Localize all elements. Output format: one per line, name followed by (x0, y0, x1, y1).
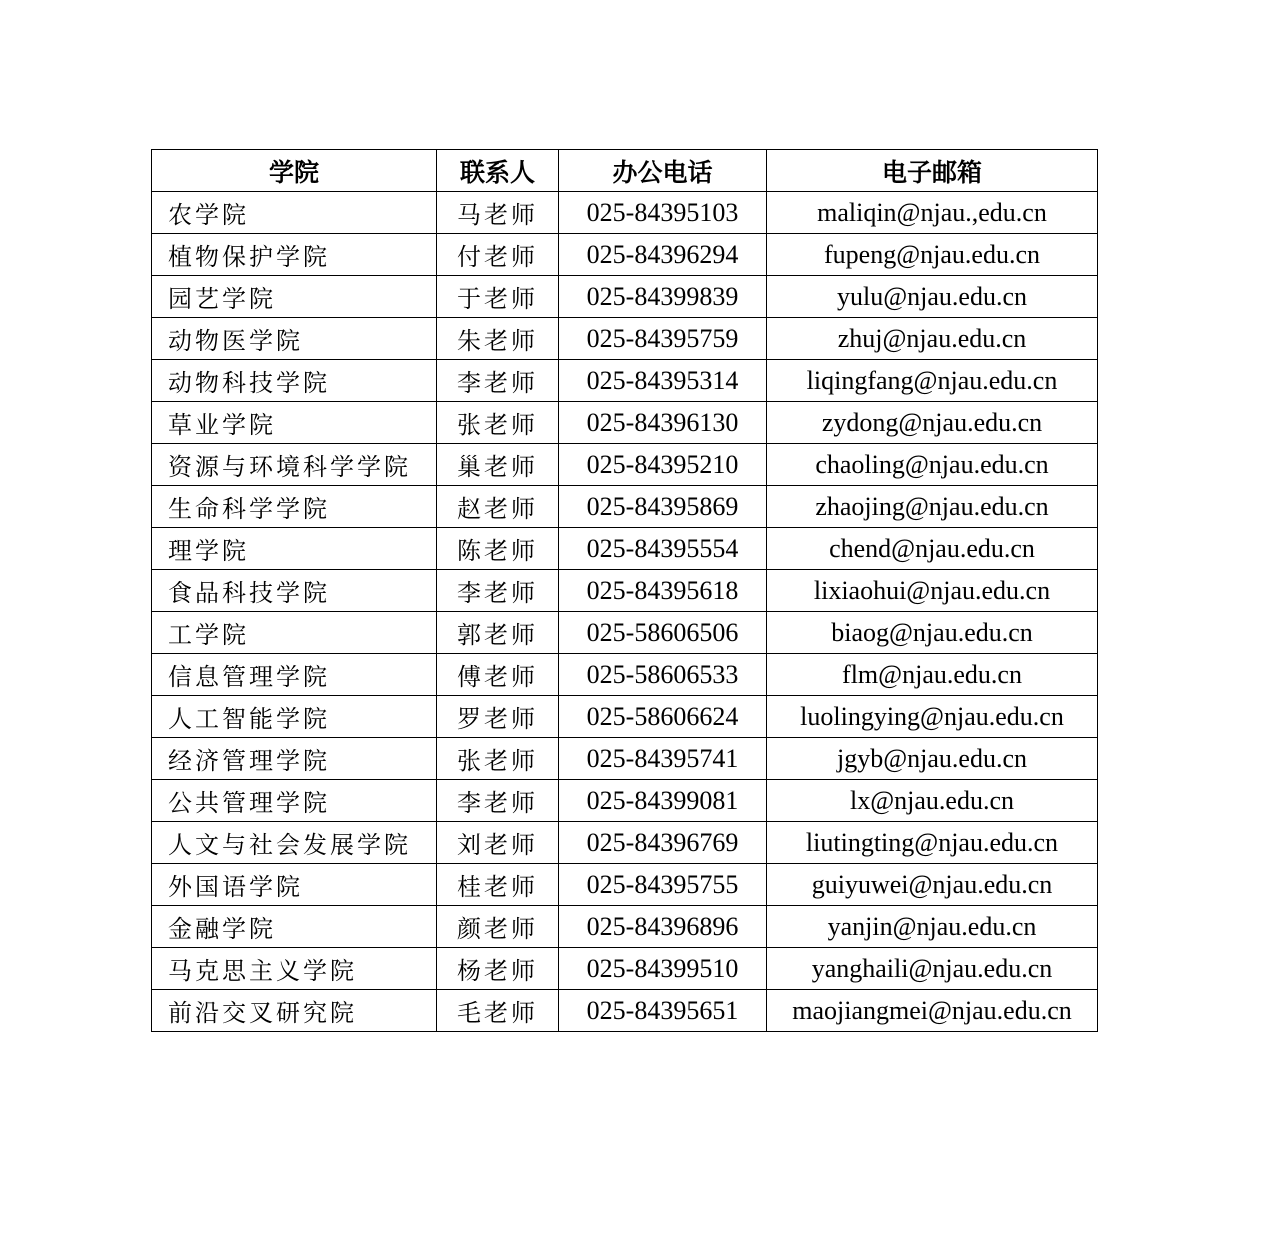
table-row (152, 822, 1098, 864)
header-email: 电子邮箱 (767, 150, 1098, 192)
table-row (152, 864, 1098, 906)
contact-cell: 刘老师 (437, 822, 559, 864)
table-body (152, 192, 1098, 1032)
college-cell: 草业学院 (152, 402, 437, 444)
phone-cell: 025-84395210 (559, 444, 767, 486)
phone-cell: 025-84395651 (559, 990, 767, 1032)
college-cell: 生命科学学院 (152, 486, 437, 528)
table-row (152, 234, 1098, 276)
table-row (152, 780, 1098, 822)
college-cell: 动物医学院 (152, 318, 437, 360)
table-row (152, 444, 1098, 486)
contact-cell: 李老师 (437, 570, 559, 612)
table-row (152, 486, 1098, 528)
email-cell: zydong@njau.edu.cn (767, 402, 1098, 444)
email-cell: zhuj@njau.edu.cn (767, 318, 1098, 360)
table-row (152, 654, 1098, 696)
college-cell: 人工智能学院 (152, 696, 437, 738)
college-cell: 前沿交叉研究院 (152, 990, 437, 1032)
phone-cell: 025-84395554 (559, 528, 767, 570)
email-cell: luolingying@njau.edu.cn (767, 696, 1098, 738)
contact-cell: 马老师 (437, 192, 559, 234)
phone-cell: 025-84395869 (559, 486, 767, 528)
table-row (152, 990, 1098, 1032)
college-cell: 人文与社会发展学院 (152, 822, 437, 864)
table-row (152, 696, 1098, 738)
phone-cell: 025-84395741 (559, 738, 767, 780)
phone-cell: 025-84399510 (559, 948, 767, 990)
email-cell: liutingting@njau.edu.cn (767, 822, 1098, 864)
email-cell: chaoling@njau.edu.cn (767, 444, 1098, 486)
college-cell: 公共管理学院 (152, 780, 437, 822)
email-cell: maojiangmei@njau.edu.cn (767, 990, 1098, 1032)
contact-cell: 杨老师 (437, 948, 559, 990)
college-cell: 经济管理学院 (152, 738, 437, 780)
phone-cell: 025-84395759 (559, 318, 767, 360)
college-cell: 理学院 (152, 528, 437, 570)
phone-cell: 025-84395103 (559, 192, 767, 234)
contact-cell: 毛老师 (437, 990, 559, 1032)
phone-cell: 025-58606506 (559, 612, 767, 654)
college-cell: 动物科技学院 (152, 360, 437, 402)
table-row (152, 528, 1098, 570)
contact-cell: 付老师 (437, 234, 559, 276)
email-cell: biaog@njau.edu.cn (767, 612, 1098, 654)
contact-cell: 朱老师 (437, 318, 559, 360)
email-cell: liqingfang@njau.edu.cn (767, 360, 1098, 402)
table-row (152, 318, 1098, 360)
phone-cell: 025-84396769 (559, 822, 767, 864)
phone-cell: 025-58606533 (559, 654, 767, 696)
contacts-table (151, 149, 1098, 1032)
contact-cell: 罗老师 (437, 696, 559, 738)
table-row (152, 402, 1098, 444)
contact-cell: 郭老师 (437, 612, 559, 654)
phone-cell: 025-58606624 (559, 696, 767, 738)
email-cell: maliqin@njau.,edu.cn (767, 192, 1098, 234)
table-row (152, 948, 1098, 990)
phone-cell: 025-84395314 (559, 360, 767, 402)
college-cell: 工学院 (152, 612, 437, 654)
email-cell: flm@njau.edu.cn (767, 654, 1098, 696)
contact-cell: 于老师 (437, 276, 559, 318)
college-cell: 资源与环境科学学院 (152, 444, 437, 486)
college-cell: 食品科技学院 (152, 570, 437, 612)
table-row (152, 612, 1098, 654)
phone-cell: 025-84399081 (559, 780, 767, 822)
phone-cell: 025-84396896 (559, 906, 767, 948)
table-row (152, 360, 1098, 402)
email-cell: chend@njau.edu.cn (767, 528, 1098, 570)
table-row (152, 738, 1098, 780)
contact-cell: 张老师 (437, 738, 559, 780)
email-cell: guiyuwei@njau.edu.cn (767, 864, 1098, 906)
phone-cell: 025-84396130 (559, 402, 767, 444)
email-cell: yanghaili@njau.edu.cn (767, 948, 1098, 990)
email-cell: lixiaohui@njau.edu.cn (767, 570, 1098, 612)
table-row (152, 570, 1098, 612)
phone-cell: 025-84399839 (559, 276, 767, 318)
table-row (152, 906, 1098, 948)
header-contact: 联系人 (437, 150, 559, 192)
college-cell: 信息管理学院 (152, 654, 437, 696)
college-cell: 农学院 (152, 192, 437, 234)
table-row (152, 192, 1098, 234)
phone-cell: 025-84395618 (559, 570, 767, 612)
contact-cell: 傅老师 (437, 654, 559, 696)
college-cell: 金融学院 (152, 906, 437, 948)
email-cell: jgyb@njau.edu.cn (767, 738, 1098, 780)
email-cell: lx@njau.edu.cn (767, 780, 1098, 822)
contact-cell: 巢老师 (437, 444, 559, 486)
phone-cell: 025-84396294 (559, 234, 767, 276)
contact-cell: 颜老师 (437, 906, 559, 948)
contact-cell: 李老师 (437, 360, 559, 402)
college-cell: 马克思主义学院 (152, 948, 437, 990)
table-header (152, 150, 1098, 192)
contact-cell: 李老师 (437, 780, 559, 822)
contact-cell: 张老师 (437, 402, 559, 444)
header-college: 学院 (152, 150, 437, 192)
contact-cell: 赵老师 (437, 486, 559, 528)
email-cell: fupeng@njau.edu.cn (767, 234, 1098, 276)
college-cell: 园艺学院 (152, 276, 437, 318)
email-cell: yanjin@njau.edu.cn (767, 906, 1098, 948)
college-cell: 外国语学院 (152, 864, 437, 906)
phone-cell: 025-84395755 (559, 864, 767, 906)
header-phone: 办公电话 (559, 150, 767, 192)
header-row (152, 150, 1098, 192)
contact-cell: 桂老师 (437, 864, 559, 906)
college-cell: 植物保护学院 (152, 234, 437, 276)
contact-cell: 陈老师 (437, 528, 559, 570)
table-row (152, 276, 1098, 318)
email-cell: yulu@njau.edu.cn (767, 276, 1098, 318)
email-cell: zhaojing@njau.edu.cn (767, 486, 1098, 528)
